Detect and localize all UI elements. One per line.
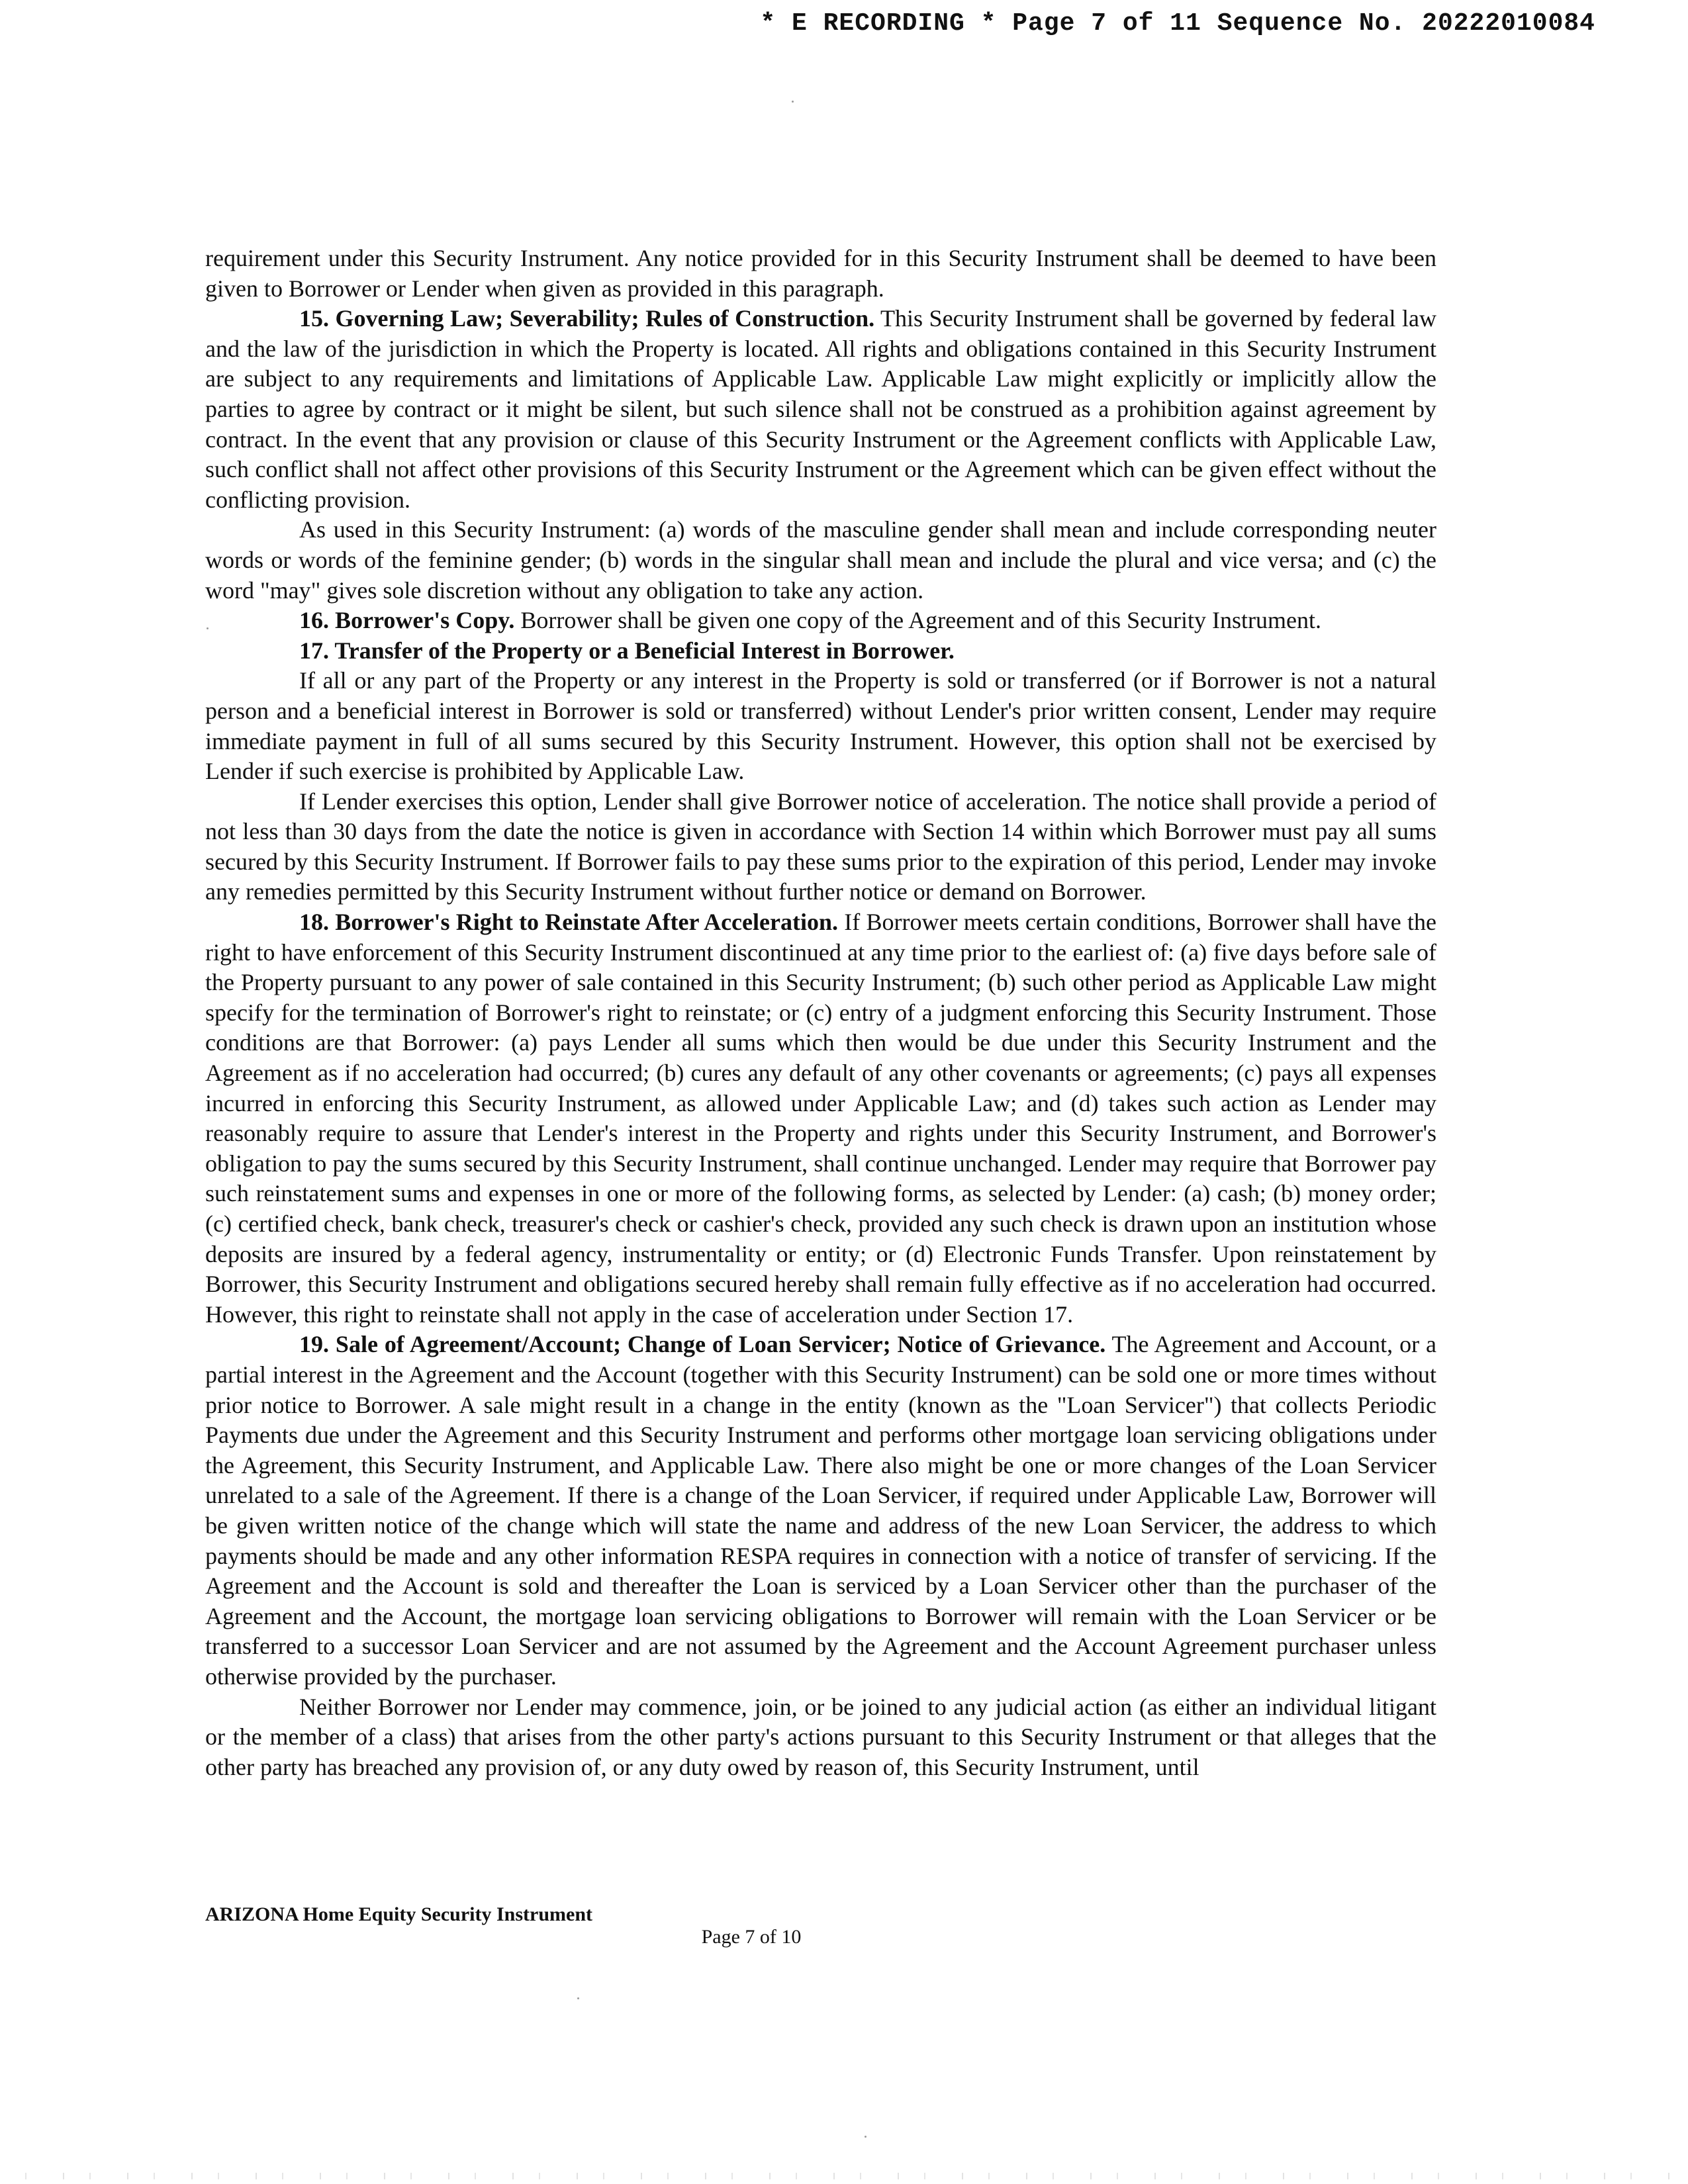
paragraph-text: Borrower shall be given one copy of the Agreement and of this Security Instrument. (514, 607, 1322, 634)
paragraph-heading: 17. Transfer of the Property or a Beneficial Interest in Borrower. (299, 637, 955, 664)
paragraph-text: If all or any part of the Property or any interest in the Property is sold or transferred (or if Borrower is not a natural person and a beneficial interest in Borrower is sold or transferred) without Lender's prior written consent, Lender may require immediate payment in full of all sums secured by this Security Instrument. However, this option shall not be exercised by Lender if such exercise is prohibited by Applicable Law. (205, 667, 1436, 785)
paragraph-text: Neither Borrower nor Lender may commence, join, or be joined to any judicial action (as either an individual litigant or the member of a class) that arises from the other party's actions pursuant to this Security Instrument or that alleges that the other party has breached any provision of, or any duty owed by reason of, this Security Instrument, until (205, 1693, 1436, 1780)
form-title-footer: ARIZONA Home Equity Security Instrument (205, 1903, 593, 1925)
paragraph-text: This Security Instrument shall be governed by federal law and the law of the jurisdiction in which the Property is located. All rights and obligations contained in this Security Instrument are subject to any requirements and limitations of Applicable Law. Applicable Law might explicitly or implicitly allow the parties to agree by contract or it might be silent, but such silence shall not be construed as a prohibition against agreement by contract. In the event that any provision or clause of this Security Instrument or the Agreement conflicts with Applicable Law, such conflict shall not affect other provisions of this Security Instrument or the Agreement which can be given effect without the conflicting provision. (205, 305, 1436, 513)
recording-stamp-header: * E RECORDING * Page 7 of 11 Sequence No. 20222010084 (760, 9, 1595, 38)
paragraph-text: If Lender exercises this option, Lender shall give Borrower notice of acceleration. The notice shall provide a period of not less than 30 days from the date the notice is given in accordance with Section 14 within which Borrower must pay all sums secured by this Security Instrument. If Borrower fails to pay these sums prior to the expiration of this period, Lender may invoke any remedies permitted by this Security Instrument without further notice or demand on Borrower. (205, 788, 1436, 905)
scan-speck (577, 1997, 579, 1999)
paragraph-heading: 15. Governing Law; Severability; Rules of Construction. (299, 305, 875, 332)
paragraph (205, 787, 1436, 907)
paragraph-heading: 16. Borrower's Copy. (299, 607, 515, 634)
paragraph (205, 666, 1436, 786)
scan-speck (865, 2136, 867, 2138)
document-body (205, 244, 1436, 1782)
paragraph (205, 1330, 1436, 1692)
page-number-footer: Page 7 of 10 (701, 1926, 802, 1948)
paragraph (205, 244, 1436, 304)
scan-edge-noise (0, 2173, 1688, 2179)
paragraph (205, 636, 1436, 666)
paragraph (205, 515, 1436, 606)
paragraph (205, 907, 1436, 1330)
paragraph-text: The Agreement and Account, or a partial interest in the Agreement and the Account (together with this Security Instrument) can be sold one or more times without prior notice to Borrower. A sale might result in a change in the entity (known as the "Loan Servicer") that collects Periodic Payments due under the Agreement and this Security Instrument and performs other mortgage loan servicing obligations under the Agreement, this Security Instrument, and Applicable Law. There also might be one or more changes of the Loan Servicer unrelated to a sale of the Agreement. If there is a change of the Loan Servicer, if required under Applicable Law, Borrower will be given written notice of the change which will state the name and address of the new Loan Servicer, the address to which payments should be made and any other information RESPA requires in connection with a notice of transfer of servicing. If the Agreement and the Account is sold and thereafter the Loan is serviced by a Loan Servicer other than the purchaser of the Agreement and the Account, the mortgage loan servicing obligations to Borrower will remain with the Loan Servicer or be transferred to a successor Loan Servicer and are not assumed by the Agreement and the Account Agreement purchaser unless otherwise provided by the purchaser. (205, 1331, 1436, 1690)
paragraph (205, 1692, 1436, 1783)
paragraph-heading: 19. Sale of Agreement/Account; Change of Loan Servicer; Notice of Grievance. (299, 1331, 1106, 1358)
paragraph-text: If Borrower meets certain conditions, Borrower shall have the right to have enforcement of this Security Instrument discontinued at any time prior to the earliest of: (a) five days before sale of the Property pursuant to any power of sale contained in this Security Instrument; (b) such other period as Applicable Law might specify for the termination of Borrower's right to reinstate; or (c) entry of a judgment enforcing this Security Instrument. Those conditions are that Borrower: (a) pays Lender all sums which then would be due under this Security Instrument and the Agreement as if no acceleration had occurred; (b) cures any default of any other covenants or agreements; (c) pays all expenses incurred in enforcing this Security Instrument, as allowed under Applicable Law; and (d) takes such action as Lender may reasonably require to assure that Lender's interest in the Property and rights under this Security Instrument, and Borrower's obligation to pay the sums secured by this Security Instrument, shall continue unchanged. Lender may require that Borrower pay such reinstatement sums and expenses in one or more of the following forms, as selected by Lender: (a) cash; (b) money order; (c) certified check, bank check, treasurer's check or cashier's check, provided any such check is drawn upon an institution whose deposits are insured by a federal agency, instrumentality or entity; or (d) Electronic Funds Transfer. Upon reinstatement by Borrower, this Security Instrument and obligations secured hereby shall remain fully effective as if no acceleration had occurred. However, this right to reinstate shall not apply in the case of acceleration under Section 17. (205, 909, 1436, 1328)
paragraph (205, 606, 1436, 636)
scan-speck (792, 101, 794, 103)
paragraph-heading: 18. Borrower's Right to Reinstate After Acceleration. (299, 909, 838, 936)
scan-speck (207, 627, 209, 629)
paragraph (205, 304, 1436, 515)
paragraph-text: As used in this Security Instrument: (a) words of the masculine gender shall mean and include corresponding neuter words or words of the feminine gender; (b) words in the singular shall mean and include the plural and vice versa; and (c) the word "may" gives sole discretion without any obligation to take any action. (205, 516, 1436, 604)
paragraph-text: requirement under this Security Instrument. Any notice provided for in this Security Instrument shall be deemed to have been given to Borrower or Lender when given as provided in this paragraph. (205, 245, 1436, 302)
